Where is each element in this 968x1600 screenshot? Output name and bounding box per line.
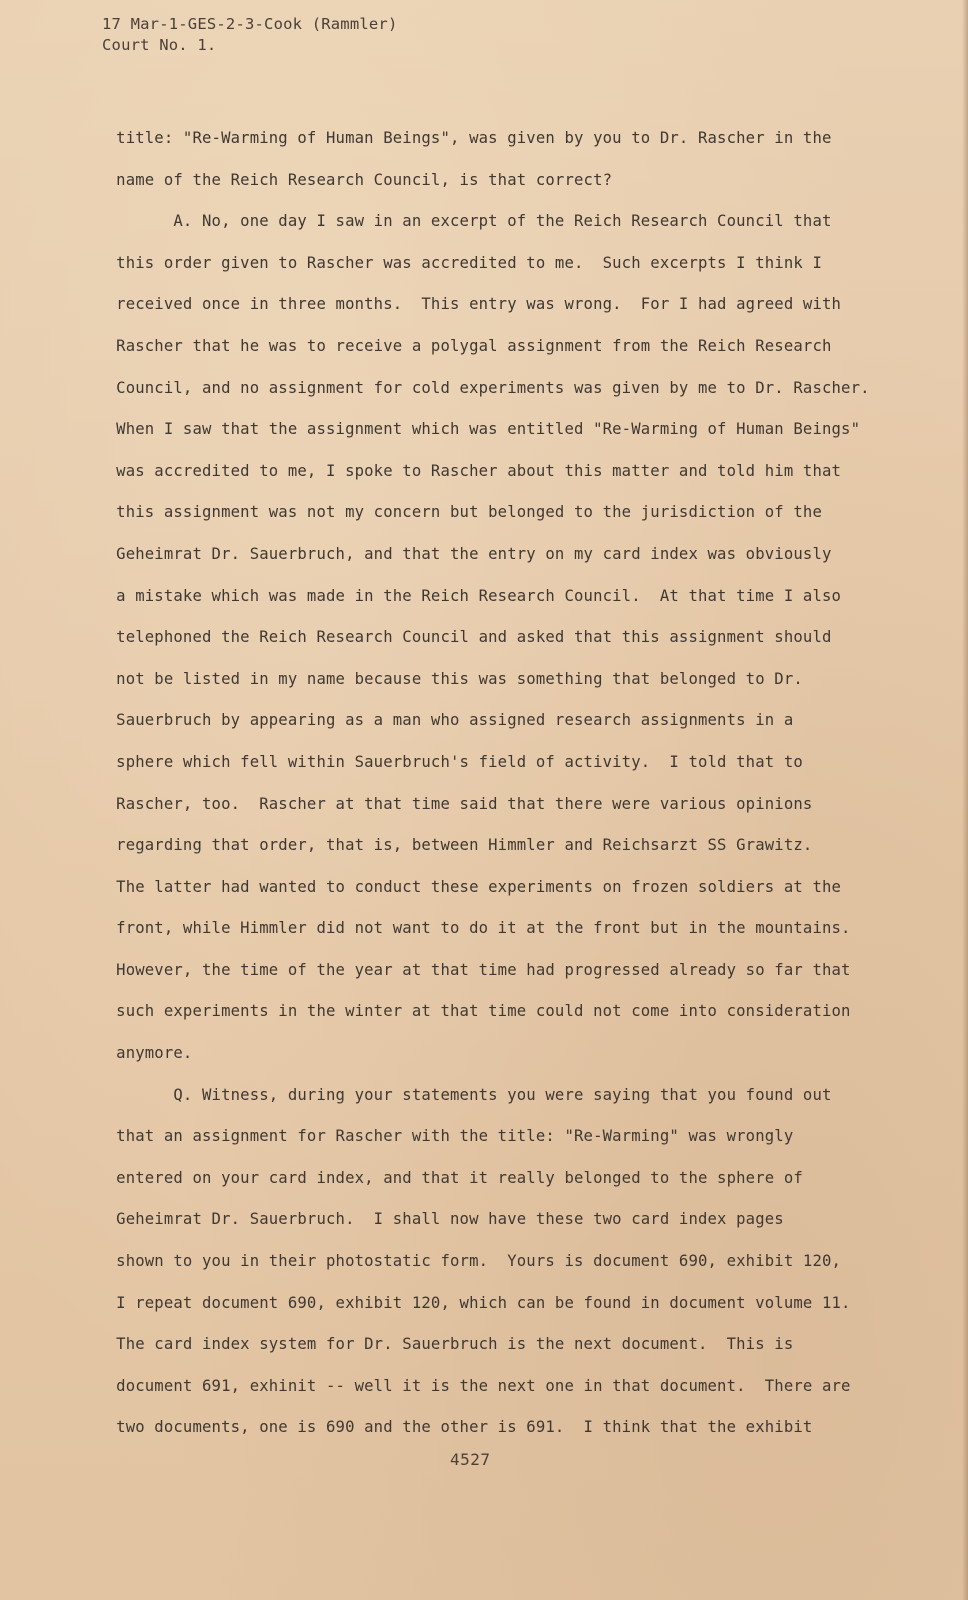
transcript-line: entered on your card index, and that it really belonged to the sphere of <box>78 1168 803 1187</box>
header-line-2: Court No. 1. <box>102 36 217 54</box>
transcript-line: I repeat document 690, exhibit 120, which can be found in document volume 11. <box>78 1293 851 1312</box>
transcript-line: Sauerbruch by appearing as a man who assigned research assignments in a <box>78 711 794 730</box>
transcript-line: Geheimrat Dr. Sauerbruch, and that the entry on my card index was obviously <box>78 544 832 563</box>
page-edge-shadow <box>962 0 968 1600</box>
transcript-line: a mistake which was made in the Reich Research Council. At that time I also <box>78 586 842 605</box>
transcript-line: this assignment was not my concern but belonged to the jurisdiction of the <box>78 503 822 522</box>
transcript-line: name of the Reich Research Council, is that correct? <box>78 170 613 189</box>
transcript-line: two documents, one is 690 and the other is 691. I think that the exhibit <box>78 1418 813 1437</box>
transcript-line: shown to you in their photostatic form. Yours is document 690, exhibit 120, <box>78 1252 842 1271</box>
transcript-line: that an assignment for Rascher with the title: "Re-Warming" was wrongly <box>78 1127 794 1146</box>
transcript-line: such experiments in the winter at that time could not come into consideration <box>78 1002 851 1021</box>
transcript-line: When I saw that the assignment which was entitled "Re-Warming of Human Beings" <box>78 420 861 439</box>
header-line-1: 17 Mar-1-GES-2-3-Cook (Rammler) <box>102 15 398 33</box>
transcript-line: received once in three months. This entry was wrong. For I had agreed with <box>78 295 842 314</box>
transcript-line: Q. Witness, during your statements you were saying that you found out <box>78 1085 832 1104</box>
transcript-line: regarding that order, that is, between Himmler and Reichsarzt SS Grawitz. <box>78 836 813 855</box>
transcript-line: The card index system for Dr. Sauerbruch is the next document. This is <box>78 1335 794 1354</box>
transcript-body <box>78 118 886 1449</box>
transcript-line: anymore. <box>78 1044 193 1063</box>
transcript-line: document 691, exhinit -- well it is the next one in that document. There are <box>78 1376 851 1395</box>
transcript-line: Geheimrat Dr. Sauerbruch. I shall now have these two card index pages <box>78 1210 784 1229</box>
transcript-line: was accredited to me, I spoke to Rascher about this matter and told him that <box>78 461 842 480</box>
document-header <box>102 14 622 56</box>
transcript-line: not be listed in my name because this was something that belonged to Dr. <box>78 669 803 688</box>
transcript-line: A. No, one day I saw in an excerpt of the Reich Research Council that <box>78 212 832 231</box>
page-number: 4527 <box>450 1450 491 1469</box>
transcript-line: telephoned the Reich Research Council and asked that this assignment should <box>78 628 832 647</box>
transcript-line: sphere which fell within Sauerbruch's field of activity. I told that to <box>78 752 803 771</box>
transcript-line: Rascher, too. Rascher at that time said that there were various opinions <box>78 794 813 813</box>
transcript-line: However, the time of the year at that time had progressed already so far that <box>78 960 851 979</box>
transcript-line: Council, and no assignment for cold experiments was given by me to Dr. Rascher. <box>78 378 870 397</box>
transcript-line: Rascher that he was to receive a polygal assignment from the Reich Research <box>78 336 832 355</box>
transcript-line: title: "Re-Warming of Human Beings", was given by you to Dr. Rascher in the <box>78 129 832 147</box>
transcript-line: The latter had wanted to conduct these experiments on frozen soldiers at the <box>78 877 842 896</box>
transcript-line: front, while Himmler did not want to do it at the front but in the mountains. <box>78 919 851 938</box>
transcript-line: this order given to Rascher was accredited to me. Such excerpts I think I <box>78 253 822 272</box>
